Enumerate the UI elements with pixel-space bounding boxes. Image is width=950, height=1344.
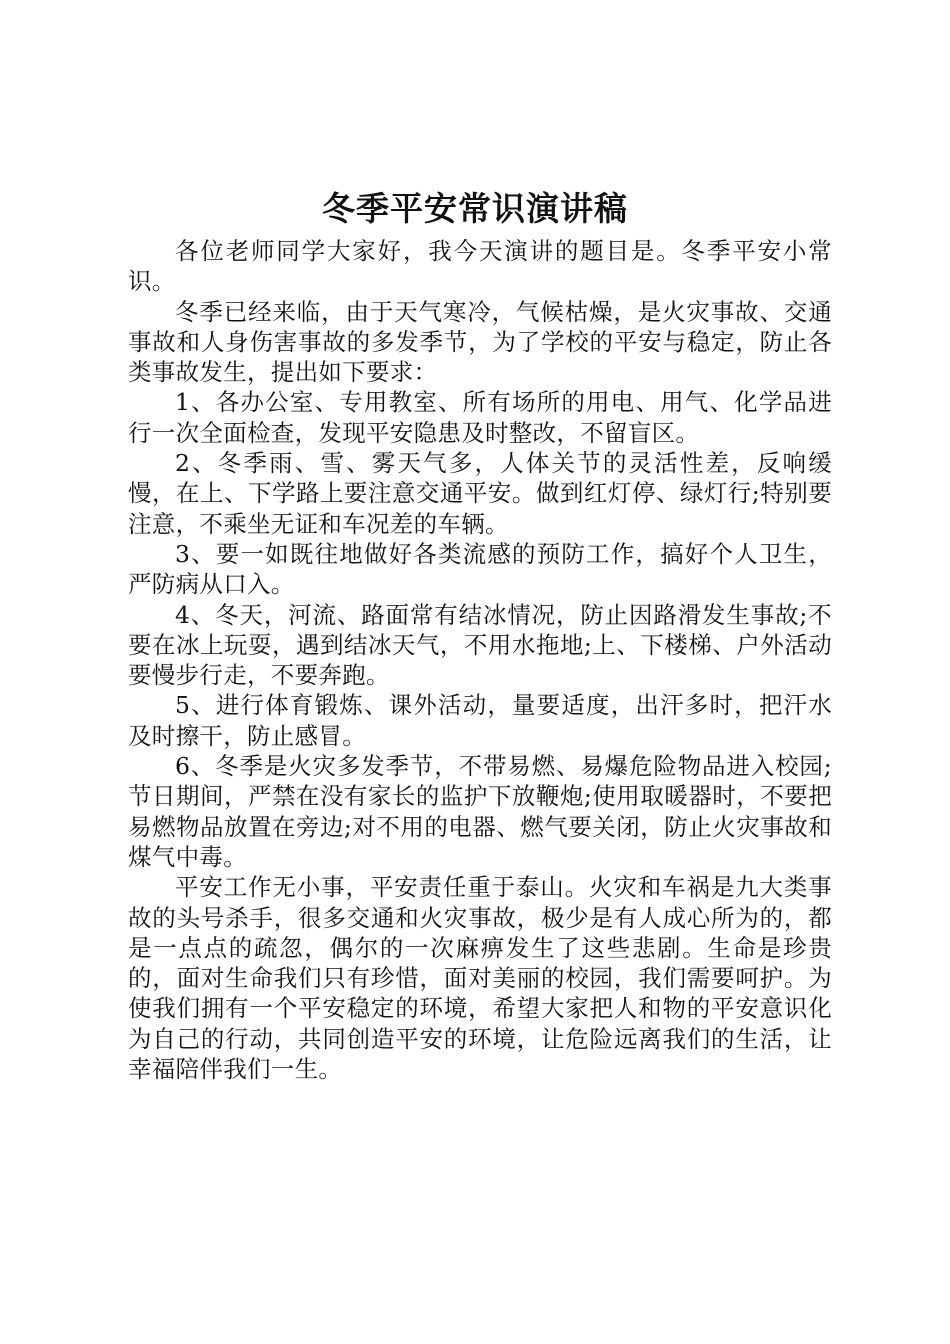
paragraph-intro: 冬季已经来临，由于天气寒冷，气候枯燥，是火灾事故、交通事故和人身伤害事故的多发季节，为了学校的平安与稳定，防止各类事故发生，提出如下要求： [128, 297, 832, 387]
paragraph-item-2: 2、冬季雨、雪、雾天气多，人体关节的灵活性差，反响缓慢，在上、下学路上要注意交通平安。做到红灯停、绿灯行;特别要注意，不乘坐无证和车况差的车辆。 [128, 449, 832, 538]
paragraph-item-4: 4、冬天，河流、路面常有结冰情况，防止因路滑发生事故;不要在冰上玩耍，遇到结冰天气，不用水拖地;上、下楼梯、户外活动要慢步行走，不要奔跑。 [128, 600, 832, 690]
document-title: 冬季平安常识演讲稿 [322, 189, 628, 228]
paragraph-item-1: 1、各办公室、专用教室、所有场所的用电、用气、化学品进行一次全面检查，发现平安隐患及时整改，不留盲区。 [128, 388, 832, 447]
paragraph-conclusion: 平安工作无小事，平安责任重于泰山。火灾和车祸是九大类事故的头号杀手，很多交通和火灾事故，极少是有人成心所为的，都是一点点的疏忽，偶尔的一次麻痹发生了这些悲剧。生命是珍贵的，面对生命我们只有珍惜，面对美丽的校园，我们需要呵护。为使我们拥有一个平安稳定的环境，希望大家把人和物的平安意识化为自己的行动，共同创造平安的环境，让危险远离我们的生活，让幸福陪伴我们一生。 [128, 873, 832, 1084]
paragraph-item-5: 5、进行体育锻炼、课外活动，量要适度，出汗多时，把汗水及时擦干，防止感冒。 [128, 691, 832, 750]
paragraph-item-3: 3、要一如既往地做好各类流感的预防工作，搞好个人卫生，严防病从口入。 [128, 539, 832, 599]
document-body [128, 236, 832, 1084]
paragraph-item-6: 6、冬季是火灾多发季节，不带易燃、易爆危险物品进入校园;节日期间，严禁在没有家长的监护下放鞭炮;使用取暖器时，不要把易燃物品放置在旁边;对不用的电器、燃气要关闭，防止火灾事故和煤气中毒。 [128, 752, 832, 871]
paragraph-greeting: 各位老师同学大家好，我今天演讲的题目是。冬季平安小常识。 [128, 237, 832, 296]
